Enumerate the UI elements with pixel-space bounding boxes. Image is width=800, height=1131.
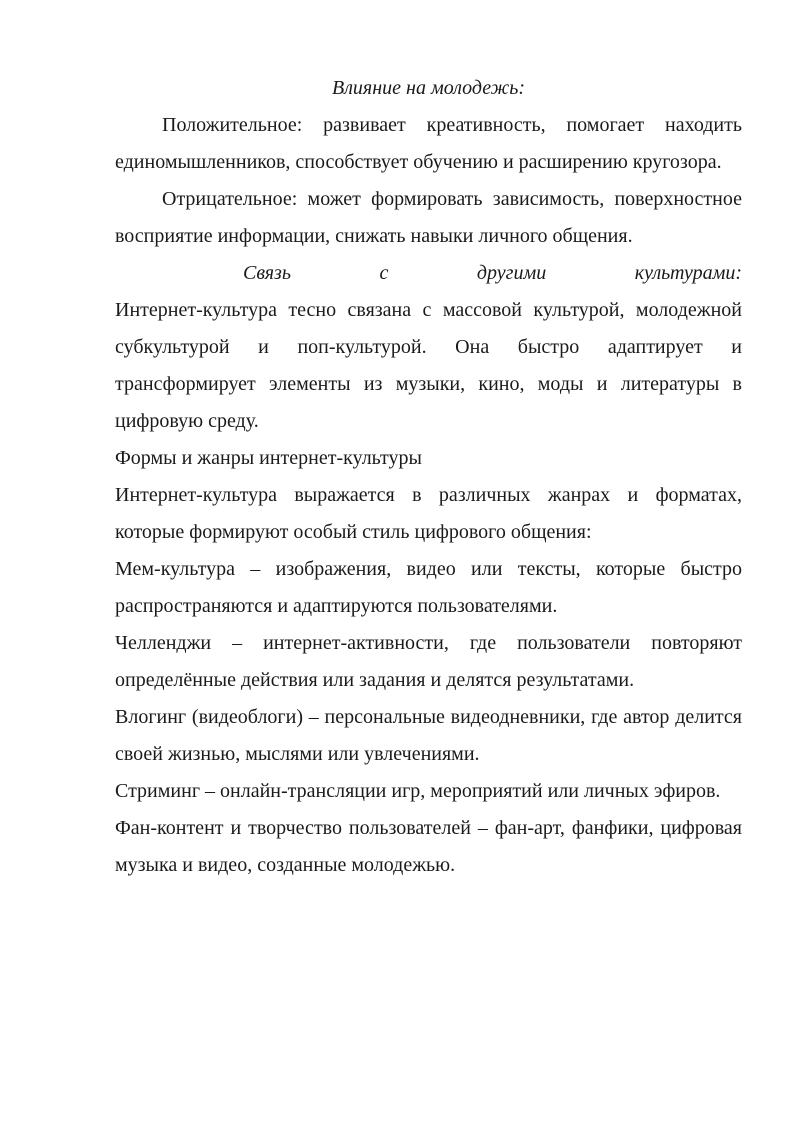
- paragraph-positive: Положительное: развивает креативность, помогает находить единомышленников, способствует обучению и расширению кругозора.: [115, 114, 742, 173]
- paragraph-streaming: Стриминг – онлайн-трансляции игр, мероприятий или личных эфиров.: [115, 780, 721, 802]
- paragraph-vlogging: Влогинг (видеоблоги) – персональные видеодневники, где автор делится своей жизнью, мыслями или увлечениями.: [115, 706, 742, 765]
- heading-youth-influence: Влияние на молодежь:: [331, 77, 526, 99]
- heading-forms-genres: Формы и жанры интернет-культуры: [115, 447, 422, 469]
- paragraph-meme-culture: Мем-культура – изображения, видео или тексты, которые быстро распространяются и адаптируются пользователями.: [115, 558, 742, 617]
- paragraph-fan-content: Фан-контент и творчество пользователей – фан-арт, фанфики, цифровая музыка и видео, созданные молодежью.: [115, 817, 742, 876]
- document-body: [115, 70, 742, 884]
- paragraph-negative: Отрицательное: может формировать зависимость, поверхностное восприятие информации, снижать навыки личного общения.: [115, 188, 742, 247]
- paragraph-forms-intro: Интернет-культура выражается в различных жанрах и форматах, которые формируют особый стиль цифрового общения:: [115, 484, 742, 543]
- paragraph-cultures: Интернет-культура тесно связана с массовой культурой, молодежной субкультурой и поп-культурой. Она быстро адаптирует и трансформирует элементы из музыки, кино, моды и литературы в цифровую среду.: [115, 299, 742, 432]
- heading-other-cultures: Связь с другими культурами:: [243, 262, 742, 284]
- paragraph-challenges: Челленджи – интернет-активности, где пользователи повторяют определённые действия или задания и делятся результатами.: [115, 632, 742, 691]
